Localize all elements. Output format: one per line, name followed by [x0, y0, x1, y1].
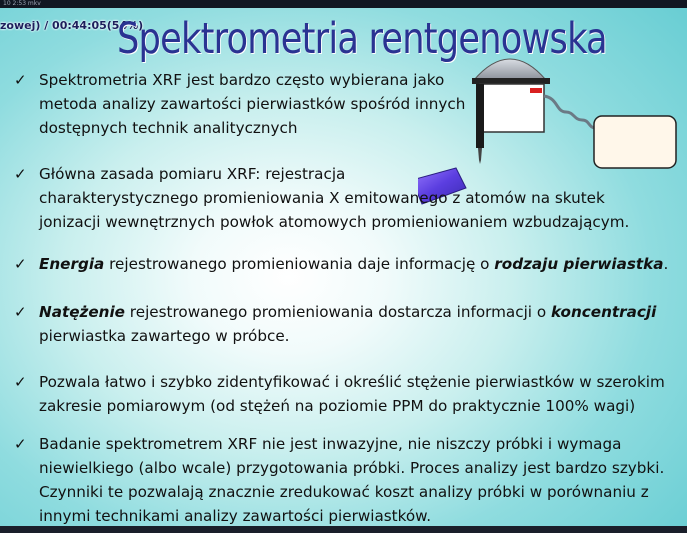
- bullet-text: [39, 252, 668, 276]
- bullet-item: [14, 68, 465, 140]
- checkmark-icon: ✓: [14, 165, 27, 183]
- detector-base: [472, 78, 550, 84]
- bullet-item: [14, 252, 668, 276]
- bullet-item: [14, 432, 664, 526]
- video-file-label: 10 2:53 mkv: [3, 0, 41, 7]
- bullet-emphasis: koncentracji: [550, 303, 657, 321]
- bullet-emphasis: rodzaju pierwiastka: [494, 255, 664, 273]
- checkmark-icon: ✓: [14, 373, 27, 391]
- bullet-item: [14, 162, 629, 234]
- bullet-emphasis: Natężenie: [39, 303, 125, 321]
- slide-title: Spektrometria rentgenowska: [117, 14, 607, 64]
- bullet-text: Badanie spektrometrem XRF nie jest inwazyjne, nie niszczy próbki i wymaga niewielkiego (albo wcale) przygotowania próbki. Proces analizy jest bardzo szybki. Czynniki te pozwalają znacznie zredukować koszt analizy próbki w porównaniu z innymi technikami analizy zawartości pierwiastków.: [39, 435, 665, 525]
- bullet-text: [39, 300, 656, 348]
- bullet-item: [14, 370, 665, 418]
- bullet-text-segment: .: [663, 255, 669, 273]
- checkmark-icon: ✓: [14, 435, 27, 453]
- checkmark-icon: ✓: [14, 303, 27, 321]
- checkmark-icon: ✓: [14, 71, 27, 89]
- bullet-emphasis: Energia: [39, 255, 105, 273]
- video-title-bar: [0, 0, 687, 8]
- video-timecode: zowej) / 00:44:05(54%): [0, 19, 144, 32]
- detector-side-bar: [476, 84, 484, 148]
- video-bottom-bar: [0, 526, 687, 533]
- presentation-slide: [0, 8, 687, 526]
- bullet-text: Spektrometria XRF jest bardzo często wybierana jako metoda analizy zawartości pierwiastków spośród innych dostępnych technik analitycznych: [39, 71, 466, 137]
- bullet-text-segment: rejestrowanego promieniowania daje informację o: [104, 255, 495, 273]
- analyzer-box: [594, 116, 676, 168]
- bullet-item: [14, 300, 656, 348]
- checkmark-icon: ✓: [14, 255, 27, 273]
- bullet-text-segment: pierwiastka zawartego w próbce.: [39, 327, 290, 345]
- bullet-text: Główna zasada pomiaru XRF: rejestracja charakterystycznego promieniowania X emitowanego z atomów na skutek jonizacji wewnętrznych powłok atomowych promieniowaniem wzbudzającym.: [39, 165, 630, 231]
- bullet-text: Pozwala łatwo i szybko zidentyfikować i określić stężenie pierwiastków w szerokim zakresie pomiarowym (od stężeń na poziomie PPM do praktycznie 100% wagi): [39, 373, 665, 415]
- detector-red-marker: [530, 88, 542, 93]
- bullet-text-segment: rejestrowanego promieniowania dostarcza informacji o: [124, 303, 551, 321]
